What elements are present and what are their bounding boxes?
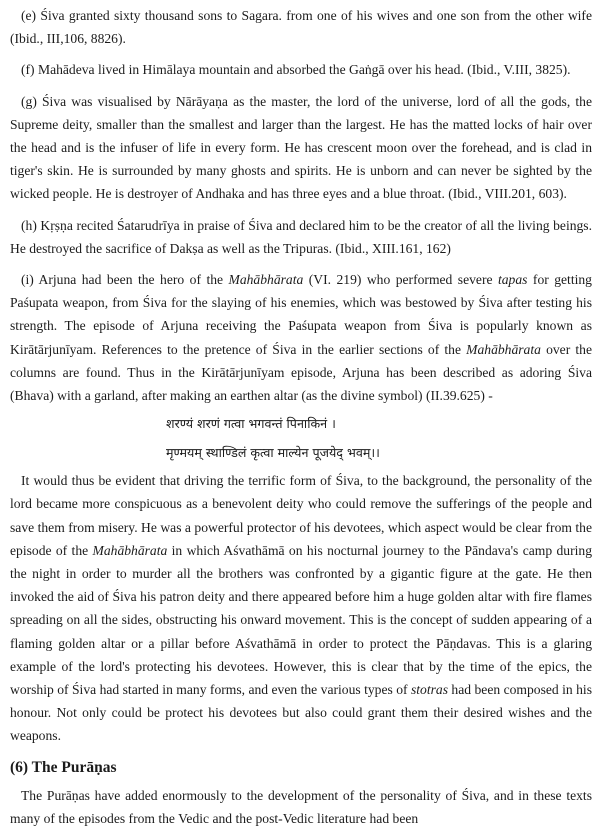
paragraph-f: (f) Mahādeva lived in Himālaya mountain and absorbed the Gaṅgā over his head. (Ibid., V.III, 3825). bbox=[21, 62, 571, 78]
paragraph-i-text-3: for getting Paśupata weapon, from Śiva for the slaying of his enemies, which was bestowed by Śiva after testing his strength. The episode of Arjuna receiving the Paśupata weapon from Śiva is popularly known as Kirātārjunīyam. References to the pretence of Śiva in the earlier sections of the bbox=[10, 272, 592, 357]
verse-line-1: शरण्यं शरणं गत्वा भगवन्तं पिनाकिनं । bbox=[166, 416, 336, 432]
paragraph-i-text-1: (i) Arjuna had been the hero of the bbox=[21, 272, 229, 288]
paragraph-evident-text-3: had been composed in his honour. Not only could be protect his devotees but also could grant them their desired wishes and the weapons. bbox=[10, 682, 592, 744]
paragraph-evident-title: Mahābhārata bbox=[92, 542, 168, 558]
paragraph-i-title-1: Mahābhārata bbox=[228, 272, 304, 288]
paragraph-i-text-4: over the columns are found. Thus in the Kirātārjunīyam episode, Arjuna has been described as adoring Śiva (Bhava) with a garland, after making an earthen altar (as the divine symbol) (II.39.625) - bbox=[10, 341, 592, 404]
section-heading-puranas: (6) The Purāṇas bbox=[10, 758, 117, 776]
sanskrit-verse bbox=[10, 409, 592, 467]
paragraph-evident-text-1: It would thus be evident that driving the terrific form of Śiva, to the background, the personality of the lord became more conspicuous as a benevolent deity who could remove the sufferings of the people and save them from misery. He was a powerful protector of his devotees, which aspect would be clear from the episode of the bbox=[10, 473, 592, 558]
paragraph-h: (h) Kṛṣṇa recited Śatarudrīya in praise of Śiva and declared him to be the creator of all the living beings. He destroyed the sacrifice of Dakṣa as well as the Tripuras. (Ibid., XIII.161, 162) bbox=[10, 217, 592, 256]
paragraph-i-term-tapas: tapas bbox=[497, 272, 528, 288]
verse-line-2: मृण्मयम् स्थाण्डिलं कृत्वा माल्येन पूजयेद् भवम्।। bbox=[166, 445, 380, 461]
paragraph-g: (g) Śiva was visualised by Nārāyaṇa as the master, the lord of the universe, lord of all the gods, the Supreme deity, smaller than the smallest and larger than the largest. He has the matted locks of hair over the head and is the infuser of life in every form. He has crescent moon over the forehead, and is clad in tiger's skin. He is surrounded by many ghosts and spirits. He is unborn and can never be sighted by the wicked people. He is destroyer of Andhaka and has three eyes and a blue throat. (Ibid., VIII.201, 603). bbox=[10, 93, 592, 202]
paragraph-evident bbox=[10, 469, 592, 747]
paragraph-evident-term-stotras: stotras bbox=[410, 682, 448, 698]
paragraph-i bbox=[10, 268, 592, 407]
paragraph-e: (e) Śiva granted sixty thousand sons to Sagara. from one of his wives and one son from the other wife (Ibid., III,106, 8826). bbox=[10, 8, 592, 47]
paragraph-i-text-2: (VI. 219) who performed severe bbox=[303, 272, 498, 288]
paragraph-i-title-2: Mahābhārata bbox=[466, 341, 541, 357]
paragraph-evident-text-2: in which Aśvathāmā on his nocturnal journey to the Pāndava's camp during the night in order to murder all the brothers was confronted by a gigantic figure at the gate. He then invoked the aid of Śiva his patron deity and there appeared before him a huge golden altar with fire flames spreading on all the sides, obstructing his onward movement. This is the concept of sudden appearing of a flaming golden altar or a pillar before Aśvathāmā in order to protect the Pāṇdavas. This is a glaring example of the lord's protecting his devotees. However, this is clear that by the time of the epics, the worship of Śiva had started in many forms, and even the various types of bbox=[10, 542, 592, 698]
paragraph-puranas: The Purāṇas have added enormously to the development of the personality of Śiva, and in these texts many of the episodes from the Vedic and the post-Vedic literature had been bbox=[10, 787, 592, 826]
